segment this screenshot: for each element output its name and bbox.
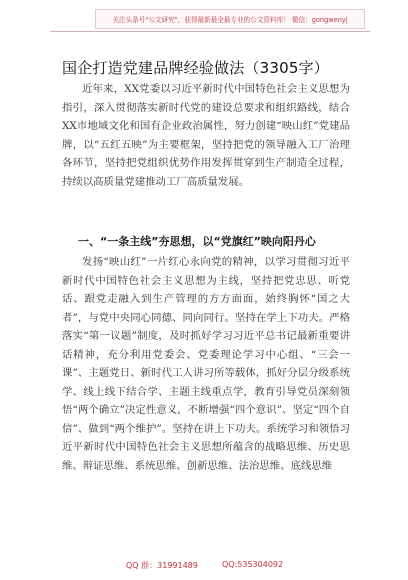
paragraph-section-1: 发扬“映山红”一片红心永向党的精神，以学习贯彻习近平新时代中国特色社会主义思想为主线，坚持把党忠思、听党话、跟党走融入到生产管理的方方面面，始终胸怀“国之大者”，与党中央同心同德、同向同行。坚持在学上下功夫。严格落实“第一议题”制度，及时抓好学习习近平总书记最新重要讲话精神，充分利用党委会、党委理论学习中心组、“三会一课”、主题党日、新时代工人讲习所等载体，抓好分层分级系统学、线上线下结合学、主题主线重点学，教育引导党员深刻领悟“两个确立”决定性意义，不断增强“四个意识”、坚定“四个自信”、做到“两个维护”。坚持在讲上下功夫。系统学习和领悟习近平新时代中国特色社会主义思想所蕴含的战略思维、历史思维、辩证思维、系统思维、创新思维、法治思维、底线思维 — [62, 256, 350, 472]
header-banner — [95, 9, 365, 29]
header-banner-text: 关注头条号"公文研究"，获得最新最全最专业的公文资料库！ 微信：gongwenyj — [112, 16, 348, 24]
section-heading-1: 一、“一条主线”夯思想，以“党旗红”映向阳丹心 — [78, 235, 316, 248]
footer-qq-contact: QQ:535304092 — [222, 560, 284, 569]
paragraph-intro: 近年来，XX党委以习近平新时代中国特色社会主义思想为指引，深入贯彻落实新时代党的建设总要求和组织路线，结合XX市地域文化和国有企业政治属性，努力创建“映山红”党建品牌，以“五红五映”为主要框架，坚持把党的领导融入工厂治理各环节，坚持把党组织优势作用发挥贯穿到生产制造全过程，持续以高质量党建推动工厂高质量发展。 — [62, 83, 350, 188]
page-footer — [0, 560, 408, 572]
document-title: 国企打造党建品牌经验做法（3305字） — [62, 59, 329, 77]
footer-qq-group: QQ 群：31991489 — [126, 561, 198, 570]
header-divider — [50, 31, 370, 32]
